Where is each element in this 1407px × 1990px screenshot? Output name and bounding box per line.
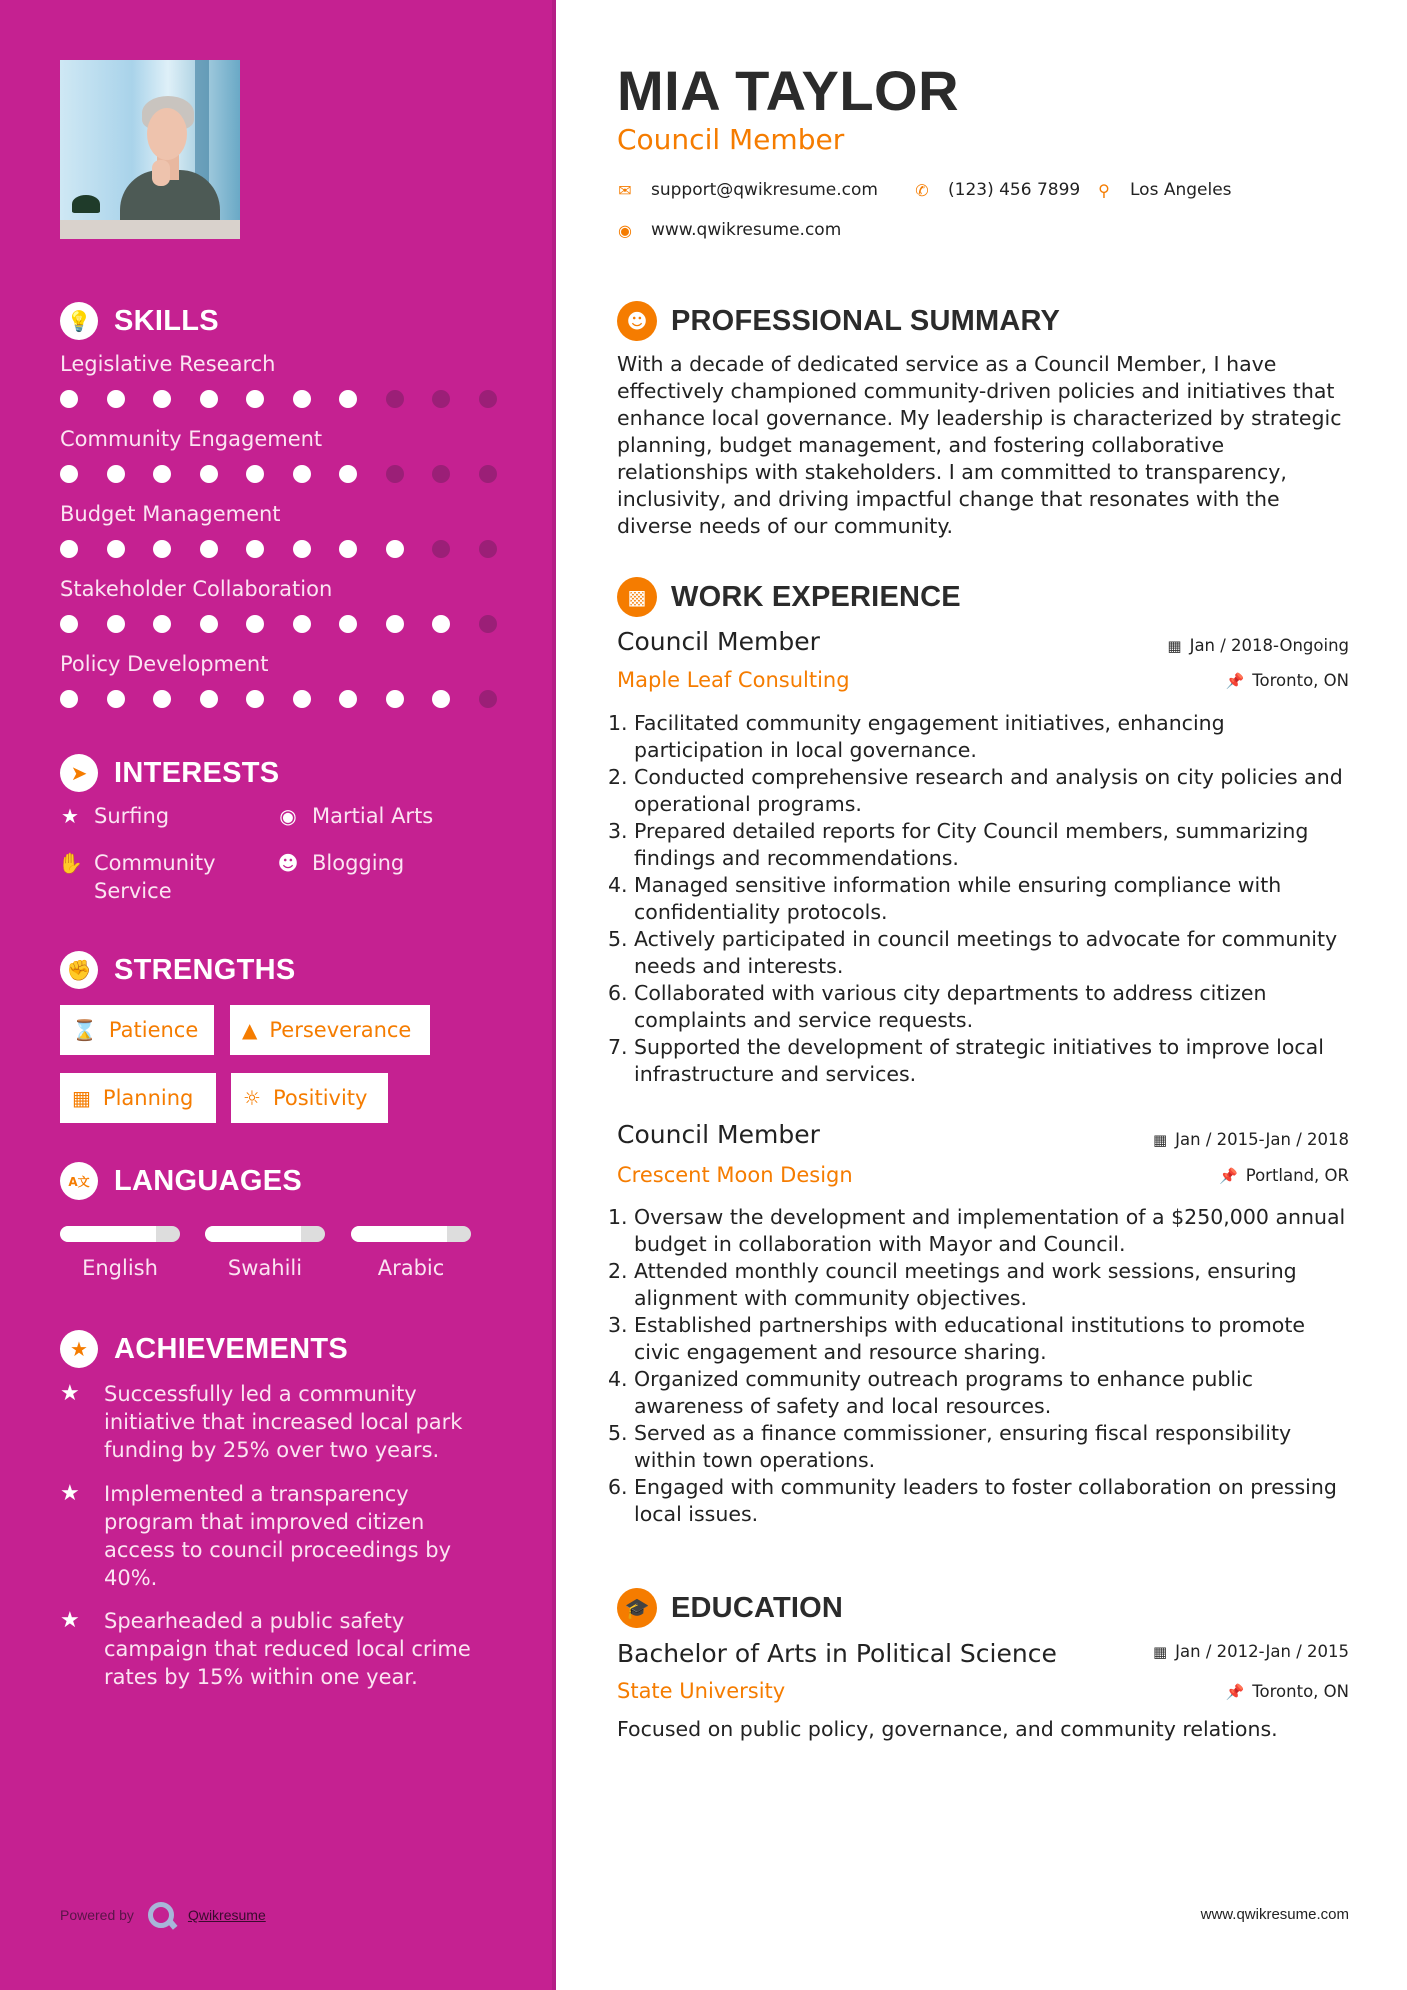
bullet-number: 5. xyxy=(608,1421,628,1445)
skill-dot-filled xyxy=(200,615,218,633)
language-label: English xyxy=(82,1256,158,1280)
job-dates: ▦ Jan / 2018-Ongoing xyxy=(1167,636,1349,655)
shooting-star-icon: ★ xyxy=(60,1381,80,1406)
skill-dot-filled xyxy=(246,615,264,633)
skill-label: Policy Development xyxy=(60,652,269,676)
skill-dot-empty xyxy=(479,390,497,408)
skill-dot-filled xyxy=(293,465,311,483)
skill-dot-filled xyxy=(153,465,171,483)
skill-dot-empty xyxy=(386,465,404,483)
skill-dot-filled xyxy=(246,465,264,483)
skill-rating xyxy=(60,540,500,560)
phone-icon: ✆ xyxy=(915,180,929,200)
bullet-number: 6. xyxy=(608,1475,628,1499)
calendar-icon: ▦ xyxy=(1152,1130,1168,1149)
skill-dot-filled xyxy=(107,615,125,633)
sidebar xyxy=(0,0,556,1990)
skill-dot-filled xyxy=(339,690,357,708)
interest-item: ◉ Martial Arts xyxy=(276,802,433,830)
bullet-text: Managed sensitive information while ensuring compliance with confidentiality protocols. xyxy=(634,873,1282,924)
hand-icon: ✋ xyxy=(58,851,83,875)
language-bar xyxy=(205,1226,325,1242)
language-bar-fill xyxy=(351,1226,447,1242)
skill-dot-filled xyxy=(107,390,125,408)
skill-dot-filled xyxy=(60,615,78,633)
bullet-number: 1. xyxy=(608,711,628,735)
skill-dot-filled xyxy=(60,390,78,408)
trophy-star-icon: ★ xyxy=(60,1330,98,1368)
calendar-icon: ▦ xyxy=(1152,1642,1168,1661)
job-bullets xyxy=(608,710,1353,1088)
pushpin-icon: 📌 xyxy=(1219,1166,1238,1185)
language-bar xyxy=(351,1226,471,1242)
skill-rating xyxy=(60,465,500,485)
bullet-text: Facilitated community engagement initiatives, enhancing participation in local governance. xyxy=(634,711,1225,762)
skill-dot-filled xyxy=(200,540,218,558)
language-bar-fill xyxy=(60,1226,156,1242)
achievement-item: ★ Successfully led a community initiative that increased local park funding by 25% over two years. xyxy=(60,1381,463,1462)
education-description: Focused on public policy, governance, and community relations. xyxy=(617,1717,1278,1741)
bullet-item xyxy=(608,980,1353,1034)
skill-dot-filled xyxy=(339,540,357,558)
skill-dot-filled xyxy=(107,690,125,708)
skill-dot-filled xyxy=(246,540,264,558)
bullet-text: Oversaw the development and implementation of a $250,000 annual budget in collaboration with Mayor and Council. xyxy=(634,1205,1346,1256)
bullet-text: Established partnerships with educational institutions to promote civic engagement and resource sharing. xyxy=(634,1313,1305,1364)
skill-dot-filled xyxy=(386,690,404,708)
bullet-number: 7. xyxy=(608,1035,628,1059)
globe-icon: ◉ xyxy=(618,220,632,240)
skill-dot-filled xyxy=(339,615,357,633)
achievement-item: ★ Spearheaded a public safety campaign that reduced local crime rates by 15% within one year. xyxy=(60,1608,471,1689)
skill-dot-filled xyxy=(246,390,264,408)
bullet-number: 3. xyxy=(608,1313,628,1337)
strength-badge: ▲ Perseverance xyxy=(230,1005,430,1055)
lightbulb-icon: 💡 xyxy=(60,302,98,340)
bullet-item xyxy=(608,1312,1353,1366)
skill-dot-filled xyxy=(432,615,450,633)
strength-badge: ⌛ Patience xyxy=(60,1005,214,1055)
bullet-item xyxy=(608,818,1353,872)
skill-dot-empty xyxy=(386,390,404,408)
bullet-text: Organized community outreach programs to enhance public awareness of safety and local resources. xyxy=(634,1367,1254,1418)
strength-badge: ☼ Positivity xyxy=(231,1073,388,1123)
strengths-heading: ✊ STRENGTHS xyxy=(60,951,296,989)
skill-label: Community Engagement xyxy=(60,427,323,451)
strength-badge: ▦ Planning xyxy=(60,1073,216,1123)
skill-dot-filled xyxy=(386,540,404,558)
language-label: Arabic xyxy=(377,1256,445,1280)
skill-dot-filled xyxy=(293,540,311,558)
skill-dot-filled xyxy=(60,690,78,708)
job-company: Maple Leaf Consulting xyxy=(617,668,850,692)
skill-dot-filled xyxy=(153,540,171,558)
achievements-heading: ★ ACHIEVEMENTS xyxy=(60,1330,348,1368)
skill-dot-filled xyxy=(107,465,125,483)
bullet-item xyxy=(608,1258,1353,1312)
contact-email: ✉ support@qwikresume.com xyxy=(618,180,878,200)
shooting-star-icon: ★ xyxy=(60,1481,80,1506)
bullet-item xyxy=(608,1474,1353,1528)
job-title: Council Member xyxy=(617,627,820,656)
bullet-number: 2. xyxy=(608,765,628,789)
bullet-number: 1. xyxy=(608,1205,628,1229)
translate-icon: A文 xyxy=(60,1162,98,1200)
bullet-item xyxy=(608,1366,1353,1420)
education-degree: Bachelor of Arts in Political Science xyxy=(617,1639,1057,1668)
bullet-text: Supported the development of strategic initiatives to improve local infrastructure and services. xyxy=(634,1035,1324,1086)
language-bar-fill xyxy=(205,1226,301,1242)
skill-dot-filled xyxy=(200,690,218,708)
bullet-text: Attended monthly council meetings and work sessions, ensuring alignment with community objectives. xyxy=(634,1259,1297,1310)
pushpin-icon: 📌 xyxy=(1225,671,1245,690)
users-icon: ☻ xyxy=(277,851,299,875)
bullet-number: 4. xyxy=(608,1367,628,1391)
user-icon: ☻ xyxy=(617,301,657,341)
experience-heading: ▩ WORK EXPERIENCE xyxy=(617,577,961,617)
skill-label: Budget Management xyxy=(60,502,281,526)
skill-dot-filled xyxy=(200,390,218,408)
job-company: Crescent Moon Design xyxy=(617,1163,853,1187)
bullet-item xyxy=(608,764,1353,818)
skill-label: Legislative Research xyxy=(60,352,276,376)
summary-text: With a decade of dedicated service as a Council Member, I have effectively championed community-driven policies and initiatives that enhance local governance. My leadership is characterized by strategic planning, budget management, and fostering collaborative relationships with stakeholders. I am committed to transparency, inclusivity, and driving impactful change that resonates with the diverse needs of our community. xyxy=(617,352,1342,538)
skill-dot-filled xyxy=(107,540,125,558)
skill-dot-empty xyxy=(432,540,450,558)
envelope-icon: ✉ xyxy=(618,180,632,200)
skill-dot-filled xyxy=(200,465,218,483)
skill-dot-empty xyxy=(479,540,497,558)
qwikresume-link[interactable]: Qwikresume xyxy=(187,1907,266,1923)
bullet-item xyxy=(608,926,1353,980)
profile-photo xyxy=(60,60,240,239)
skill-dot-filled xyxy=(153,690,171,708)
interest-item: ★ Surfing xyxy=(58,802,169,830)
education-heading: 🎓 EDUCATION xyxy=(617,1588,843,1628)
office-chair-icon: ▩ xyxy=(617,577,657,617)
footer-website-link[interactable]: www.qwikresume.com xyxy=(1200,1906,1349,1923)
education-school: State University xyxy=(617,1679,786,1703)
sun-icon: ☼ xyxy=(243,1086,261,1110)
skill-dot-filled xyxy=(60,465,78,483)
shooting-star-icon: ★ xyxy=(60,1608,80,1633)
skill-dot-filled xyxy=(339,465,357,483)
skill-dot-filled xyxy=(153,390,171,408)
interest-item: ✋ Community Service xyxy=(58,851,216,903)
skill-dot-filled xyxy=(153,615,171,633)
skill-dot-filled xyxy=(339,390,357,408)
skill-dot-empty xyxy=(479,465,497,483)
language-bar xyxy=(60,1226,180,1242)
bullet-text: Engaged with community leaders to foster collaboration on pressing local issues. xyxy=(634,1475,1337,1526)
candidate-name: MIA TAYLOR xyxy=(617,59,960,122)
skill-dot-filled xyxy=(293,390,311,408)
qwikresume-logo-icon xyxy=(148,1902,174,1928)
bullet-text: Served as a finance commissioner, ensuring fiscal responsibility within town operations. xyxy=(634,1421,1292,1472)
bullet-text: Prepared detailed reports for City Council members, summarizing findings and recommendations. xyxy=(634,819,1309,870)
paper-plane-icon: ➤ xyxy=(60,754,98,792)
interest-item: ☻ Blogging xyxy=(277,851,405,875)
job-title: Council Member xyxy=(617,1120,820,1149)
skill-rating xyxy=(60,615,500,635)
bullet-number: 3. xyxy=(608,819,628,843)
languages-heading: A文 LANGUAGES xyxy=(60,1162,302,1200)
interests-heading: ➤ INTERESTS xyxy=(60,754,279,792)
fist-icon: ✊ xyxy=(60,951,98,989)
star-icon: ★ xyxy=(61,804,79,828)
skill-rating xyxy=(60,690,500,710)
sidebar-edge xyxy=(552,0,556,1990)
skill-dot-filled xyxy=(246,690,264,708)
calendar-icon: ▦ xyxy=(1167,636,1182,655)
achievement-item: ★ Implemented a transparency program that improved citizen access to council proceedings by 40%. xyxy=(60,1481,452,1590)
bullet-number: 5. xyxy=(608,927,628,951)
skill-rating xyxy=(60,390,500,410)
powered-by: Powered by Qwikresume xyxy=(60,1902,266,1928)
skill-dot-filled xyxy=(432,690,450,708)
job-location: 📌 Portland, OR xyxy=(1219,1166,1349,1185)
job-dates: ▦ Jan / 2015-Jan / 2018 xyxy=(1152,1130,1349,1149)
bullet-item xyxy=(608,1420,1353,1474)
pushpin-icon: 📌 xyxy=(1225,1682,1245,1701)
contact-phone: ✆ (123) 456 7899 xyxy=(915,180,1081,200)
education-location: 📌 Toronto, ON xyxy=(1225,1682,1349,1701)
calendar-icon: ▦ xyxy=(72,1086,91,1110)
skill-label: Stakeholder Collaboration xyxy=(60,577,333,601)
skill-dot-filled xyxy=(60,540,78,558)
job-location: 📌 Toronto, ON xyxy=(1225,671,1349,690)
bullet-item xyxy=(608,872,1353,926)
skills-heading: 💡 SKILLS xyxy=(60,302,219,340)
skill-dot-filled xyxy=(293,615,311,633)
education-dates: ▦ Jan / 2012-Jan / 2015 xyxy=(1152,1642,1349,1661)
hourglass-icon: ⌛ xyxy=(72,1018,97,1042)
bullet-text: Collaborated with various city departments to address citizen complaints and service requests. xyxy=(634,981,1267,1032)
bullet-text: Actively participated in council meetings to advocate for community needs and interests. xyxy=(634,927,1338,978)
bullet-number: 2. xyxy=(608,1259,628,1283)
bullet-number: 4. xyxy=(608,873,628,897)
bullet-number: 6. xyxy=(608,981,628,1005)
language-label: Swahili xyxy=(227,1256,303,1280)
bullet-item xyxy=(608,1204,1353,1258)
skill-dot-empty xyxy=(479,690,497,708)
skill-dot-empty xyxy=(479,615,497,633)
bullet-item xyxy=(608,710,1353,764)
bullet-text: Conducted comprehensive research and analysis on city policies and operational programs. xyxy=(634,765,1343,816)
skill-dot-empty xyxy=(432,390,450,408)
skill-dot-filled xyxy=(386,615,404,633)
summary-heading: ☻ PROFESSIONAL SUMMARY xyxy=(617,301,1060,341)
skill-dot-filled xyxy=(293,690,311,708)
map-pin-icon: ⚲ xyxy=(1098,180,1110,200)
contact-location: ⚲ Los Angeles xyxy=(1096,180,1232,200)
bullet-item xyxy=(608,1034,1353,1088)
graduate-icon: 🎓 xyxy=(617,1588,657,1628)
job-bullets xyxy=(608,1204,1353,1528)
candidate-title: Council Member xyxy=(617,123,845,156)
globe-icon: ◉ xyxy=(279,804,297,828)
skill-dot-empty xyxy=(432,465,450,483)
contact-website: ◉ www.qwikresume.com xyxy=(618,220,842,240)
road-icon: ▲ xyxy=(242,1018,258,1042)
